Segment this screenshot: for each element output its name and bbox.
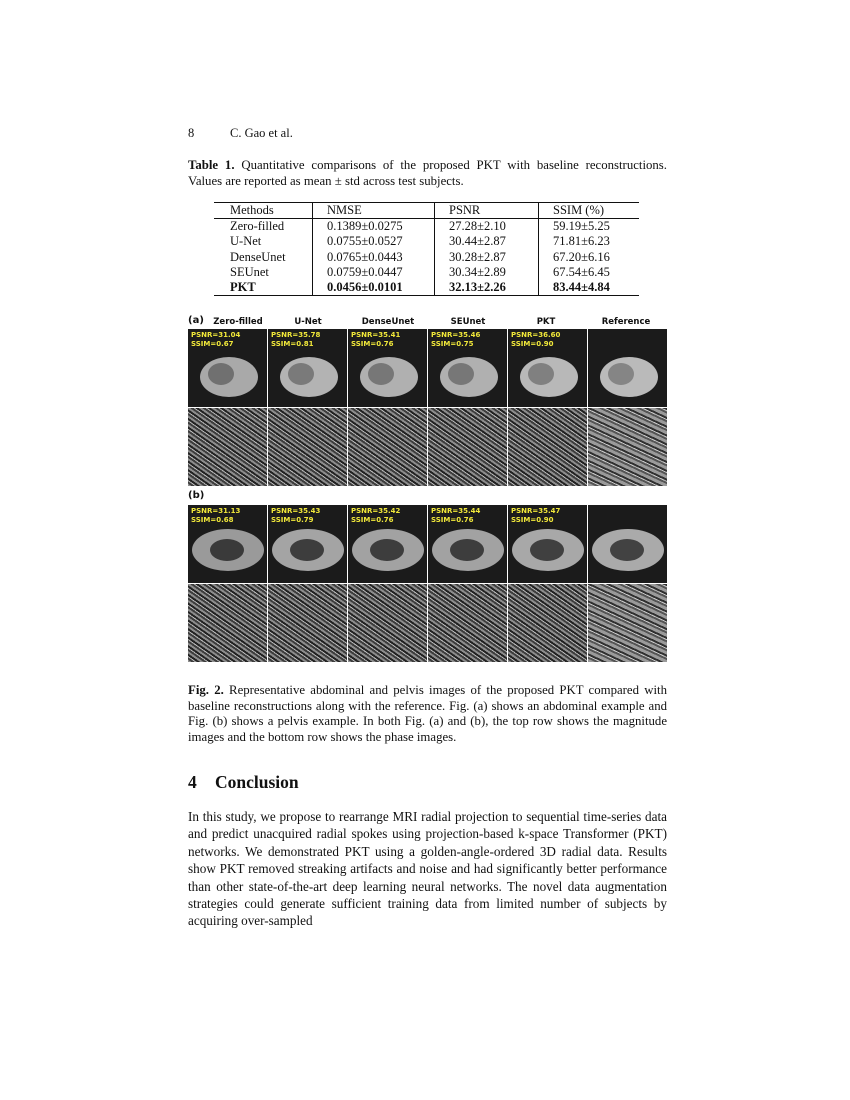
table-header-methods: Methods: [214, 203, 313, 219]
panel-a-label: (a): [188, 315, 204, 326]
psnr-label: PSNR=35.78: [271, 331, 321, 339]
phase-image: [188, 408, 267, 486]
column-header: Zero-filled: [213, 317, 263, 327]
table-caption-text: Quantitative comparisons of the proposed PKT with baseline reconstructions. Values are reported as mean ± std across test subjects.: [188, 158, 667, 188]
table-cell: DenseUnet: [214, 250, 313, 265]
table-header-psnr: PSNR: [435, 203, 539, 219]
table-caption: [188, 158, 667, 189]
psnr-label: PSNR=35.47: [511, 507, 561, 515]
magnitude-image: [268, 329, 347, 407]
table-cell: 0.0456±0.0101: [313, 280, 435, 296]
phase-image: [188, 584, 267, 662]
phase-image: [508, 408, 587, 486]
reference-phase-image: [588, 408, 667, 486]
magnitude-image: [428, 505, 507, 583]
phase-image: [348, 584, 427, 662]
ssim-label: SSIM=0.76: [351, 516, 394, 524]
psnr-label: PSNR=31.13: [191, 507, 241, 515]
magnitude-image: [508, 329, 587, 407]
results-table-wrapper: [214, 202, 639, 296]
table-cell: 30.28±2.87: [435, 250, 539, 265]
figure-caption: [188, 683, 667, 745]
running-header: [188, 126, 293, 141]
magnitude-image: [508, 505, 587, 583]
table-row: [214, 234, 639, 249]
psnr-label: PSNR=35.42: [351, 507, 401, 515]
ssim-label: SSIM=0.90: [511, 516, 554, 524]
table-row-best: [214, 280, 639, 296]
ssim-label: SSIM=0.67: [191, 340, 234, 348]
table-cell: 0.0765±0.0443: [313, 250, 435, 265]
table-cell: 30.34±2.89: [435, 265, 539, 280]
table-cell: 59.19±5.25: [553, 219, 610, 234]
magnitude-image: [188, 505, 267, 583]
phase-image: [348, 408, 427, 486]
table-row: [214, 250, 639, 265]
psnr-label: PSNR=35.44: [431, 507, 481, 515]
ssim-label: SSIM=0.76: [431, 516, 474, 524]
ssim-label: SSIM=0.75: [431, 340, 474, 348]
table-row: [214, 265, 639, 280]
table-cell: 71.81±6.23: [553, 234, 610, 249]
table-cell: PKT: [214, 280, 313, 296]
panel-b-label: (b): [188, 490, 205, 501]
psnr-label: PSNR=35.43: [271, 507, 321, 515]
phase-image: [508, 584, 587, 662]
psnr-label: PSNR=31.04: [191, 331, 241, 339]
table-cell: U-Net: [214, 234, 313, 249]
reference-magnitude-image: [588, 329, 667, 407]
table-header-nmse: NMSE: [313, 203, 435, 219]
psnr-label: PSNR=36.60: [511, 331, 561, 339]
running-authors: C. Gao et al.: [230, 126, 293, 140]
table-row: [214, 219, 639, 235]
table-cell: 83.44±4.84: [553, 280, 610, 295]
table-cell: 27.28±2.10: [435, 219, 539, 235]
table-header-row: [214, 203, 639, 219]
table-cell: 0.1389±0.0275: [313, 219, 435, 235]
conclusion-paragraph: In this study, we propose to rearrange MRI radial projection to sequential time-series data and predict unacquired radial spokes using projection-based k-space Transformer (PKT) networks. We demonstrated PKT using a golden-angle-ordered 3D radial data. Results show PKT removed streaking artifacts and noise and had significantly better performance than other state-of-the-art deep learning neural networks. The novel data augmentation strategies could generate sufficient training data from limited number of subjects by acquiring over-sampled: [188, 809, 667, 929]
column-header: SEUnet: [450, 317, 486, 327]
magnitude-image: [348, 505, 427, 583]
table-cell: 0.0755±0.0527: [313, 234, 435, 249]
column-header: U-Net: [294, 317, 322, 327]
figure-2: [188, 312, 667, 664]
table-cell: 30.44±2.87: [435, 234, 539, 249]
phase-image: [428, 584, 507, 662]
ssim-label: SSIM=0.81: [271, 340, 314, 348]
magnitude-image: [428, 329, 507, 407]
magnitude-image: [268, 505, 347, 583]
reference-phase-image: [588, 584, 667, 662]
column-header: PKT: [536, 317, 556, 327]
section-number: 4: [188, 772, 197, 792]
table-cell: Zero-filled: [214, 219, 313, 235]
results-table: [214, 202, 639, 296]
phase-image: [428, 408, 507, 486]
section-title: Conclusion: [215, 772, 299, 792]
psnr-label: PSNR=35.46: [431, 331, 481, 339]
column-header: Reference: [601, 317, 651, 327]
table-cell: 67.54±6.45: [553, 264, 610, 279]
table-caption-label: Table 1.: [188, 158, 235, 172]
psnr-label: PSNR=35.41: [351, 331, 401, 339]
table-cell: 67.20±6.16: [553, 249, 610, 264]
magnitude-image: [348, 329, 427, 407]
table-header-ssim: SSIM (%): [539, 203, 640, 219]
ssim-label: SSIM=0.79: [271, 516, 314, 524]
phase-image: [268, 408, 347, 486]
table-cell: SEUnet: [214, 265, 313, 280]
ssim-label: SSIM=0.68: [191, 516, 234, 524]
phase-image: [268, 584, 347, 662]
column-header: DenseUnet: [361, 317, 415, 327]
figure-caption-text: Representative abdominal and pelvis images of the proposed PKT compared with baseline reconstructions along with the reference. Fig. (a) shows an abdominal example and Fig. (b) shows a pelvis example. In both Fig. (a) and (b), the top row shows the magnitude images and the bottom row shows the phase images.: [188, 683, 667, 744]
reference-magnitude-image: [588, 505, 667, 583]
magnitude-image: [188, 329, 267, 407]
table-cell: 0.0759±0.0447: [313, 265, 435, 280]
ssim-label: SSIM=0.90: [511, 340, 554, 348]
table-cell: 32.13±2.26: [435, 280, 539, 296]
ssim-label: SSIM=0.76: [351, 340, 394, 348]
page-number: 8: [188, 126, 195, 140]
section-heading: [188, 772, 299, 793]
figure-caption-label: Fig. 2.: [188, 683, 224, 697]
